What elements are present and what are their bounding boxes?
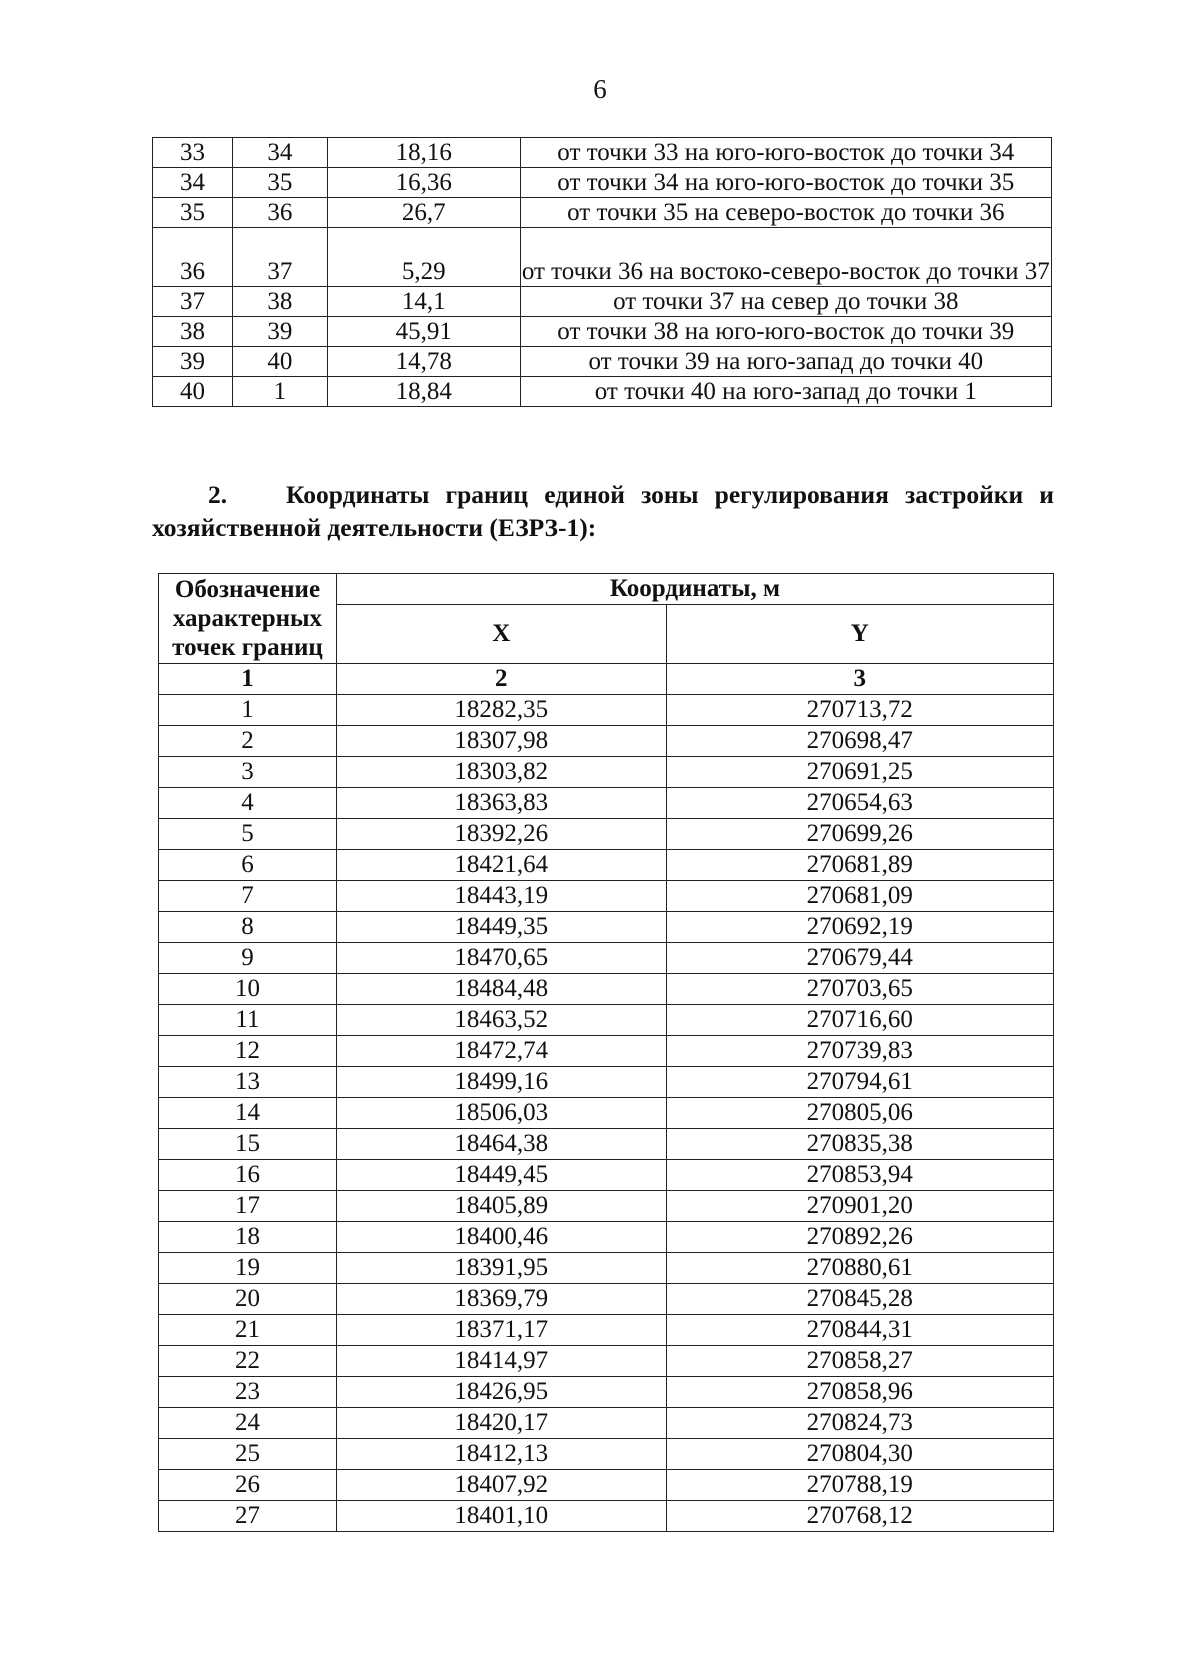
cell-description: от точки 35 на северо-восток до точки 36 xyxy=(520,198,1051,228)
cell-x: 18506,03 xyxy=(336,1098,666,1129)
cell-point: 26 xyxy=(159,1470,337,1501)
cell-to: 38 xyxy=(232,287,327,317)
table-row xyxy=(159,1408,1054,1439)
cell-point: 10 xyxy=(159,974,337,1005)
cell-y: 270739,83 xyxy=(666,1036,1054,1067)
cell-point: 9 xyxy=(159,943,337,974)
cell-point: 16 xyxy=(159,1160,337,1191)
table-row xyxy=(159,850,1054,881)
cell-x: 18464,38 xyxy=(336,1129,666,1160)
header-coords: Координаты, м xyxy=(336,574,1053,605)
cell-point: 19 xyxy=(159,1253,337,1284)
cell-point: 15 xyxy=(159,1129,337,1160)
cell-y: 270880,61 xyxy=(666,1253,1054,1284)
cell-point: 2 xyxy=(159,726,337,757)
cell-description: от точки 37 на север до точки 38 xyxy=(520,287,1051,317)
cell-y: 270845,28 xyxy=(666,1284,1054,1315)
cell-y: 270824,73 xyxy=(666,1408,1054,1439)
cell-x: 18449,45 xyxy=(336,1160,666,1191)
cell-length: 18,84 xyxy=(327,377,520,407)
table-row xyxy=(159,1439,1054,1470)
table-row xyxy=(159,1470,1054,1501)
cell-point: 21 xyxy=(159,1315,337,1346)
cell-y: 270681,89 xyxy=(666,850,1054,881)
table-row xyxy=(153,198,1052,228)
header-row xyxy=(159,574,1054,605)
cell-x: 18499,16 xyxy=(336,1067,666,1098)
table-row xyxy=(159,1191,1054,1222)
cell-to: 39 xyxy=(232,317,327,347)
cell-x: 18470,65 xyxy=(336,943,666,974)
table-row xyxy=(159,1501,1054,1532)
coordinates-table xyxy=(158,573,1054,1532)
section-heading xyxy=(152,478,1054,544)
cell-y: 270691,25 xyxy=(666,757,1054,788)
cell-description: от точки 40 на юго-запад до точки 1 xyxy=(520,377,1051,407)
cell-y: 270835,38 xyxy=(666,1129,1054,1160)
col-number: 3 xyxy=(666,664,1054,695)
cell-x: 18421,64 xyxy=(336,850,666,881)
cell-y: 270805,06 xyxy=(666,1098,1054,1129)
table-row xyxy=(153,317,1052,347)
cell-from: 38 xyxy=(153,317,233,347)
cell-x: 18443,19 xyxy=(336,881,666,912)
section-title: Координаты границ единой зоны регулирования застройки и хозяйственной деятельности (ЕЗРЗ-1): xyxy=(152,480,1054,542)
page-number: 6 xyxy=(593,74,607,104)
table-row xyxy=(153,347,1052,377)
table-row xyxy=(159,1253,1054,1284)
cell-from: 35 xyxy=(153,198,233,228)
cell-x: 18472,74 xyxy=(336,1036,666,1067)
cell-x: 18412,13 xyxy=(336,1439,666,1470)
cell-y: 270788,19 xyxy=(666,1470,1054,1501)
cell-x: 18414,97 xyxy=(336,1346,666,1377)
cell-y: 270844,31 xyxy=(666,1315,1054,1346)
table-row xyxy=(159,1005,1054,1036)
cell-x: 18401,10 xyxy=(336,1501,666,1532)
table-row xyxy=(159,757,1054,788)
table-row xyxy=(159,1129,1054,1160)
table-row xyxy=(153,168,1052,198)
cell-length: 18,16 xyxy=(327,138,520,168)
cell-to: 37 xyxy=(232,228,327,287)
table-row xyxy=(159,695,1054,726)
cell-description: от точки 38 на юго-юго-восток до точки 39 xyxy=(520,317,1051,347)
cell-to: 35 xyxy=(232,168,327,198)
table-row xyxy=(159,1284,1054,1315)
cell-length: 45,91 xyxy=(327,317,520,347)
table-row xyxy=(159,912,1054,943)
cell-length: 26,7 xyxy=(327,198,520,228)
cell-y: 270654,63 xyxy=(666,788,1054,819)
cell-point: 22 xyxy=(159,1346,337,1377)
cell-x: 18463,52 xyxy=(336,1005,666,1036)
cell-point: 25 xyxy=(159,1439,337,1470)
table-row xyxy=(159,1036,1054,1067)
cell-description: от точки 33 на юго-юго-восток до точки 34 xyxy=(520,138,1051,168)
cell-y: 270703,65 xyxy=(666,974,1054,1005)
cell-point: 13 xyxy=(159,1067,337,1098)
cell-y: 270698,47 xyxy=(666,726,1054,757)
cell-y: 270681,09 xyxy=(666,881,1054,912)
cell-point: 8 xyxy=(159,912,337,943)
cell-x: 18400,46 xyxy=(336,1222,666,1253)
table-row xyxy=(159,1222,1054,1253)
cell-x: 18307,98 xyxy=(336,726,666,757)
table-row xyxy=(159,1098,1054,1129)
header-point: Обозначение характерных точек границ xyxy=(159,574,337,664)
cell-x: 18391,95 xyxy=(336,1253,666,1284)
cell-y: 270804,30 xyxy=(666,1439,1054,1470)
cell-description: от точки 36 на востоко-северо-восток до точки 37 xyxy=(520,228,1051,287)
cell-point: 12 xyxy=(159,1036,337,1067)
cell-x: 18420,17 xyxy=(336,1408,666,1439)
cell-y: 270768,12 xyxy=(666,1501,1054,1532)
cell-point: 18 xyxy=(159,1222,337,1253)
cell-x: 18392,26 xyxy=(336,819,666,850)
cell-y: 270901,20 xyxy=(666,1191,1054,1222)
cell-point: 5 xyxy=(159,819,337,850)
table-row xyxy=(159,1160,1054,1191)
cell-x: 18407,92 xyxy=(336,1470,666,1501)
col-number: 1 xyxy=(159,664,337,695)
cell-y: 270858,27 xyxy=(666,1346,1054,1377)
cell-y: 270699,26 xyxy=(666,819,1054,850)
cell-x: 18282,35 xyxy=(336,695,666,726)
cell-length: 14,78 xyxy=(327,347,520,377)
cell-x: 18405,89 xyxy=(336,1191,666,1222)
cell-x: 18363,83 xyxy=(336,788,666,819)
cell-point: 11 xyxy=(159,1005,337,1036)
cell-to: 1 xyxy=(232,377,327,407)
cell-y: 270853,94 xyxy=(666,1160,1054,1191)
cell-y: 270692,19 xyxy=(666,912,1054,943)
segments-table xyxy=(152,137,1052,407)
cell-point: 24 xyxy=(159,1408,337,1439)
cell-point: 14 xyxy=(159,1098,337,1129)
header-y: Y xyxy=(666,605,1054,664)
cell-y: 270713,72 xyxy=(666,695,1054,726)
cell-x: 18484,48 xyxy=(336,974,666,1005)
cell-length: 5,29 xyxy=(327,228,520,287)
cell-x: 18369,79 xyxy=(336,1284,666,1315)
cell-point: 20 xyxy=(159,1284,337,1315)
cell-to: 36 xyxy=(232,198,327,228)
table-row xyxy=(159,1067,1054,1098)
cell-from: 40 xyxy=(153,377,233,407)
table-row xyxy=(153,287,1052,317)
table-row xyxy=(159,1315,1054,1346)
cell-y: 270858,96 xyxy=(666,1377,1054,1408)
cell-point: 3 xyxy=(159,757,337,788)
cell-point: 23 xyxy=(159,1377,337,1408)
cell-point: 4 xyxy=(159,788,337,819)
cell-from: 33 xyxy=(153,138,233,168)
cell-length: 14,1 xyxy=(327,287,520,317)
cell-y: 270679,44 xyxy=(666,943,1054,974)
table-row xyxy=(159,1346,1054,1377)
cell-to: 40 xyxy=(232,347,327,377)
col-number: 2 xyxy=(336,664,666,695)
table-row xyxy=(153,377,1052,407)
cell-point: 6 xyxy=(159,850,337,881)
table-row xyxy=(153,138,1052,168)
cell-y: 270892,26 xyxy=(666,1222,1054,1253)
cell-from: 34 xyxy=(153,168,233,198)
cell-to: 34 xyxy=(232,138,327,168)
cell-point: 7 xyxy=(159,881,337,912)
cell-from: 39 xyxy=(153,347,233,377)
table-row xyxy=(159,943,1054,974)
column-numbers-row xyxy=(159,664,1054,695)
section-number: 2. xyxy=(208,480,228,509)
table-row xyxy=(153,228,1052,287)
cell-point: 1 xyxy=(159,695,337,726)
cell-x: 18371,17 xyxy=(336,1315,666,1346)
table-row xyxy=(159,819,1054,850)
cell-y: 270794,61 xyxy=(666,1067,1054,1098)
table-row xyxy=(159,726,1054,757)
cell-length: 16,36 xyxy=(327,168,520,198)
cell-from: 37 xyxy=(153,287,233,317)
cell-point: 17 xyxy=(159,1191,337,1222)
cell-x: 18303,82 xyxy=(336,757,666,788)
cell-y: 270716,60 xyxy=(666,1005,1054,1036)
cell-description: от точки 34 на юго-юго-восток до точки 35 xyxy=(520,168,1051,198)
cell-x: 18449,35 xyxy=(336,912,666,943)
cell-description: от точки 39 на юго-запад до точки 40 xyxy=(520,347,1051,377)
cell-x: 18426,95 xyxy=(336,1377,666,1408)
cell-point: 27 xyxy=(159,1501,337,1532)
table-row xyxy=(159,788,1054,819)
table-row xyxy=(159,881,1054,912)
header-x: X xyxy=(336,605,666,664)
cell-from: 36 xyxy=(153,228,233,287)
table-row xyxy=(159,1377,1054,1408)
table-row xyxy=(159,974,1054,1005)
